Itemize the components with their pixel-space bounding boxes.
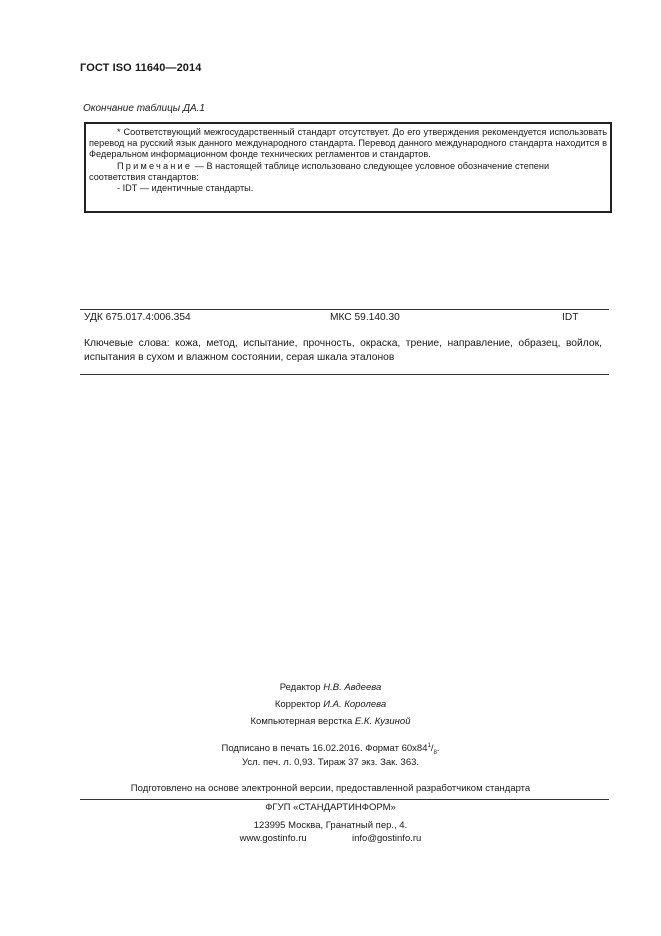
divider-publisher	[80, 799, 609, 800]
publisher-address: 123995 Москва, Гранатный пер., 4.	[253, 820, 408, 831]
divider-top	[80, 309, 609, 310]
corrector-name: И.А. Королева	[323, 699, 387, 710]
signed-text: Подписано в печать 16.02.2016. Формат 60x84	[221, 743, 428, 755]
format-sub: 8	[433, 750, 437, 757]
layout-name: Е.К. Кузиной	[354, 716, 411, 727]
print-info: Усл. печ. л. 0,93. Тираж 37 экз. Зак. 363.	[241, 757, 420, 768]
signed-line: Подписано в печать 16.02.2016. Формат $60x84^1/_8$.	[221, 743, 440, 757]
prepared-note: Подготовлено на основе электронной версии, предоставленной разработчиком стандарта	[130, 783, 531, 794]
format-sup: 1	[427, 743, 431, 749]
divider-keywords	[80, 374, 609, 375]
footnote-text: * Соответствующий межгосударственный стандарт отсутствует. До его утверждения рекомендуется использовать перевод на русский язык данного международного стандарта. Перевод данного международного стандарта находится в Федеральном информационном фонде технических регламентов и стандартов.	[89, 127, 607, 160]
mks-code: МКС 59.140.30	[330, 312, 400, 323]
publisher-name: ФГУП «СТАНДАРТИНФОРМ»	[265, 802, 396, 813]
document-header-title: ГОСТ ISO 11640—2014	[80, 62, 202, 74]
layout-line	[0, 716, 661, 727]
editor-name: Н.В. Авдеева	[323, 682, 382, 693]
keywords-text: Ключевые слова: кожа, метод, испытание, прочность, окраска, трение, направление, образец, войлок, испытания в сухом и влажном состоянии, серая шкала эталонов	[84, 338, 602, 363]
website-link[interactable]: www.gostinfo.ru	[239, 833, 307, 844]
remark-paragraph	[89, 161, 607, 183]
corrector-label: Корректор	[274, 699, 321, 710]
contacts-line	[0, 833, 661, 844]
editor-label: Редактор	[279, 682, 321, 693]
email-link[interactable]: info@gostinfo.ru	[352, 833, 422, 844]
editor-line	[0, 682, 661, 693]
layout-label: Компьютерная верстка	[250, 716, 353, 727]
idt-legend: - IDT — идентичные стандарты.	[117, 183, 254, 194]
udk-code: УДК 675.017.4:006.354	[84, 312, 191, 323]
footnote-box	[84, 122, 612, 213]
remark-text: — В настоящей таблице использовано следующее условное обозначение степени соответствия стандартов:	[89, 160, 550, 182]
corrector-line	[0, 699, 661, 710]
table-continuation-caption: Окончание таблицы ДА.1	[83, 103, 205, 114]
remark-label: Примечание	[117, 160, 193, 171]
idt-code: IDT	[562, 312, 579, 323]
